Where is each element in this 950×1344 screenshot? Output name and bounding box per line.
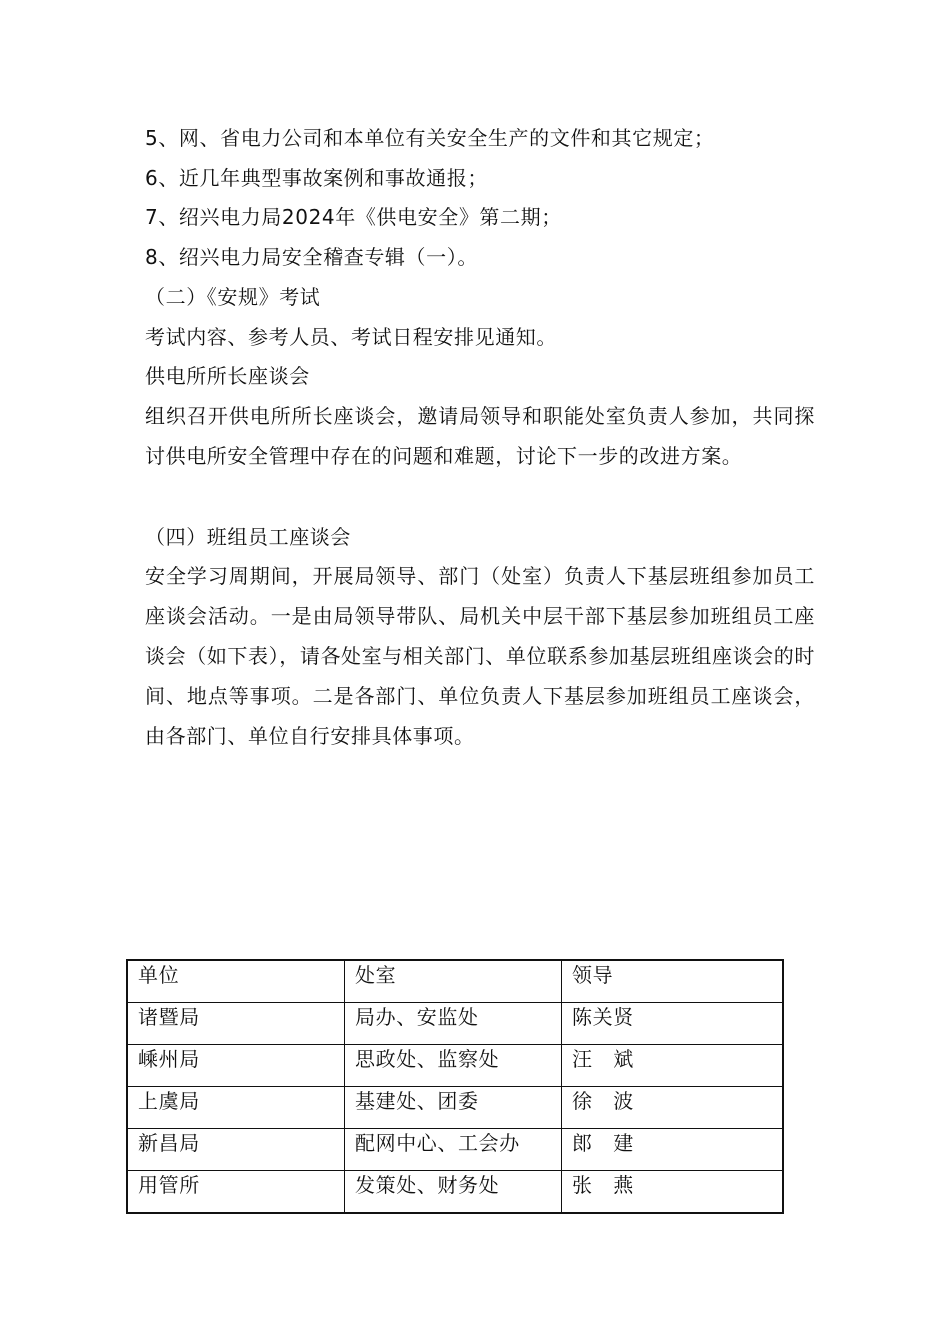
section-exam-heading: （二）《安规》考试 xyxy=(145,285,321,309)
cell-office: 发策处、财务处 xyxy=(345,1171,562,1214)
table-row xyxy=(127,1087,783,1129)
cell-leader: 徐 波 xyxy=(562,1087,784,1129)
cell-office: 配网中心、工会办 xyxy=(345,1129,562,1171)
header-cell-office: 处室 xyxy=(345,960,562,1003)
cell-unit: 用管所 xyxy=(127,1171,345,1214)
section-team-heading: （四）班组员工座谈会 xyxy=(145,525,351,549)
list-item-5: 5、网、省电力公司和本单位有关安全生产的文件和其它规定； xyxy=(145,126,715,150)
section-director-body: 组织召开供电所所长座谈会，邀请局领导和职能处室负责人参加，共同探讨供电所安全管理中存在的问题和难题，讨论下一步的改进方案。 xyxy=(145,404,815,468)
list-item-6: 6、近几年典型事故案例和事故通报； xyxy=(145,166,488,190)
table-header-row xyxy=(127,960,783,1003)
section-exam-body: 考试内容、参考人员、考试日程安排见通知。 xyxy=(145,325,557,349)
table-row xyxy=(127,1003,783,1045)
cell-office: 思政处、监察处 xyxy=(345,1045,562,1087)
table-row xyxy=(127,1045,783,1087)
table-body xyxy=(127,960,783,1213)
table-row xyxy=(127,1129,783,1171)
cell-unit: 新昌局 xyxy=(127,1129,345,1171)
cell-unit: 上虞局 xyxy=(127,1087,345,1129)
list-item-7: 7、绍兴电力局2024年《供电安全》第二期； xyxy=(145,205,562,229)
list-item-8: 8、绍兴电力局安全稽查专辑（一）。 xyxy=(145,245,478,269)
cell-leader: 郎 建 xyxy=(562,1129,784,1171)
header-cell-unit: 单位 xyxy=(127,960,345,1003)
cell-office: 局办、安监处 xyxy=(345,1003,562,1045)
cell-unit: 诸暨局 xyxy=(127,1003,345,1045)
section-team-body: 安全学习周期间，开展局领导、部门（处室）负责人下基层班组参加员工座谈会活动。一是由局领导带队、局机关中层干部下基层参加班组员工座谈会（如下表），请各处室与相关部门、单位联系参加基层班组座谈会的时间、地点等事项。二是各部门、单位负责人下基层参加班组员工座谈会，由各部门、单位自行安排具体事项。 xyxy=(145,564,815,748)
cell-unit: 嵊州局 xyxy=(127,1045,345,1087)
cell-office: 基建处、团委 xyxy=(345,1087,562,1129)
table-row xyxy=(127,1171,783,1214)
cell-leader: 汪 斌 xyxy=(562,1045,784,1087)
cell-leader: 张 燕 xyxy=(562,1171,784,1214)
section-director-heading: 供电所所长座谈会 xyxy=(145,364,310,388)
leader-assignment-table xyxy=(126,959,784,1214)
header-cell-leader: 领导 xyxy=(562,960,784,1003)
cell-leader: 陈关贤 xyxy=(562,1003,784,1045)
